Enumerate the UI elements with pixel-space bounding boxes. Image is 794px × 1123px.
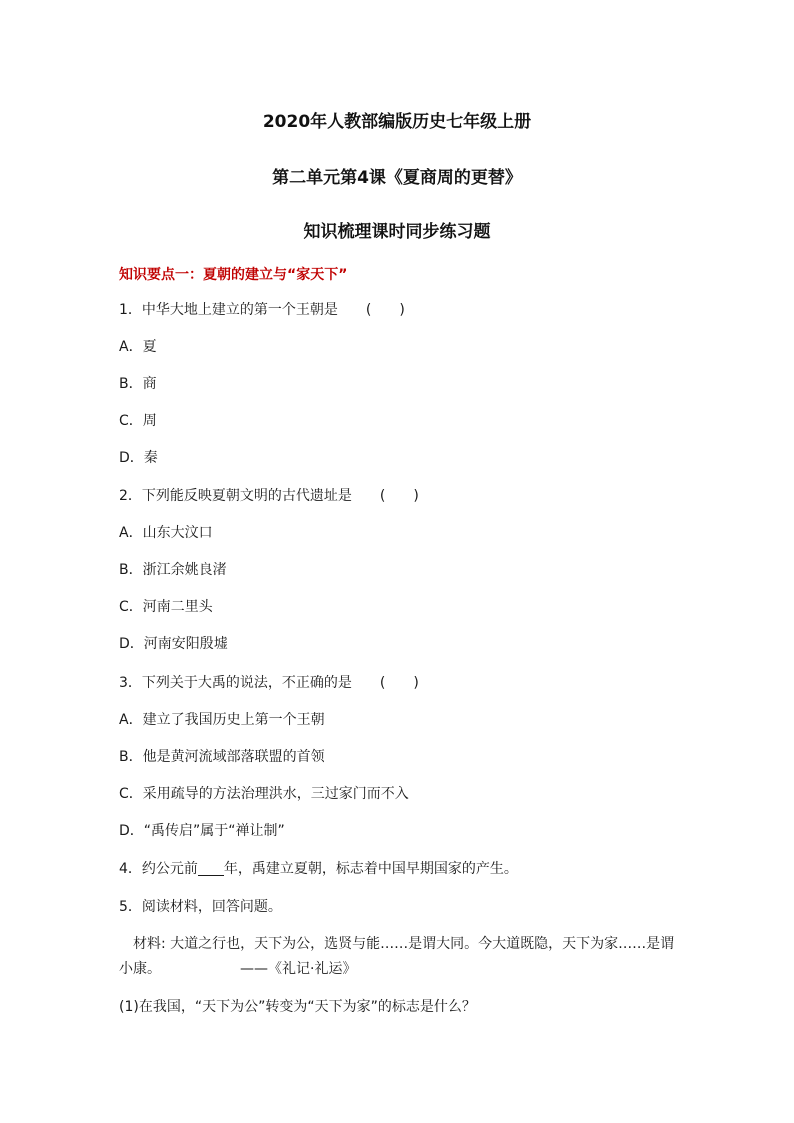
section-heading: 知识要点一：夏朝的建立与“家天下” [119, 267, 348, 283]
question-1-stem: 1．中华大地上建立的第一个王朝是 ( ) [119, 302, 405, 318]
question-3-stem: 3．下列关于大禹的说法，不正确的是 ( ) [119, 675, 419, 691]
question-2-option-c: C．河南二里头 [119, 599, 213, 615]
question-5-sub-1: (1)在我国，“天下为公”转变为“天下为家”的标志是什么？ [119, 999, 476, 1015]
question-2-option-b: B．浙江余姚良渚 [119, 562, 227, 578]
question-3-option-c: C．采用疏导的方法治理洪水，三过家门而不入 [119, 786, 409, 802]
question-3-option-d: D．“禹传启”属于“禅让制” [119, 823, 285, 839]
question-1-option-b: B．商 [119, 376, 157, 392]
question-3-option-a: A．建立了我国历史上第一个王朝 [119, 712, 325, 728]
material-source: ——《礼记·礼运》 [240, 961, 357, 977]
question-4-suffix: 年，禹建立夏朝，标志着中国早期国家的产生。 [223, 861, 518, 877]
question-1-option-c: C．周 [119, 413, 157, 429]
question-4 [119, 859, 518, 879]
document-title-line2: 第二单元第4课《夏商周的更替》 [272, 168, 522, 188]
document-title-line1: 2020年人教部编版历史七年级上册 [262, 112, 532, 132]
question-2-option-a: A．山东大汶口 [119, 525, 213, 541]
question-1-option-d: D．秦 [119, 450, 158, 466]
question-1-option-a: A．夏 [119, 339, 157, 355]
question-5-stem: 5．阅读材料，回答问题。 [119, 899, 282, 915]
answer-blank [198, 861, 224, 876]
question-3-option-b: B．他是黄河流域部落联盟的首领 [119, 749, 325, 765]
question-2-option-d: D．河南安阳殷墟 [119, 636, 228, 652]
material-line-2: 小康。 [119, 961, 161, 977]
document-title-line3: 知识梳理课时同步练习题 [303, 222, 491, 242]
material-line-1: 材料: 大道之行也，天下为公，选贤与能……是谓大同。今大道既隐，天下为家……是谓 [133, 936, 675, 952]
question-4-prefix: 4．约公元前 [119, 861, 198, 877]
question-2-stem: 2．下列能反映夏朝文明的古代遗址是 ( ) [119, 488, 419, 504]
